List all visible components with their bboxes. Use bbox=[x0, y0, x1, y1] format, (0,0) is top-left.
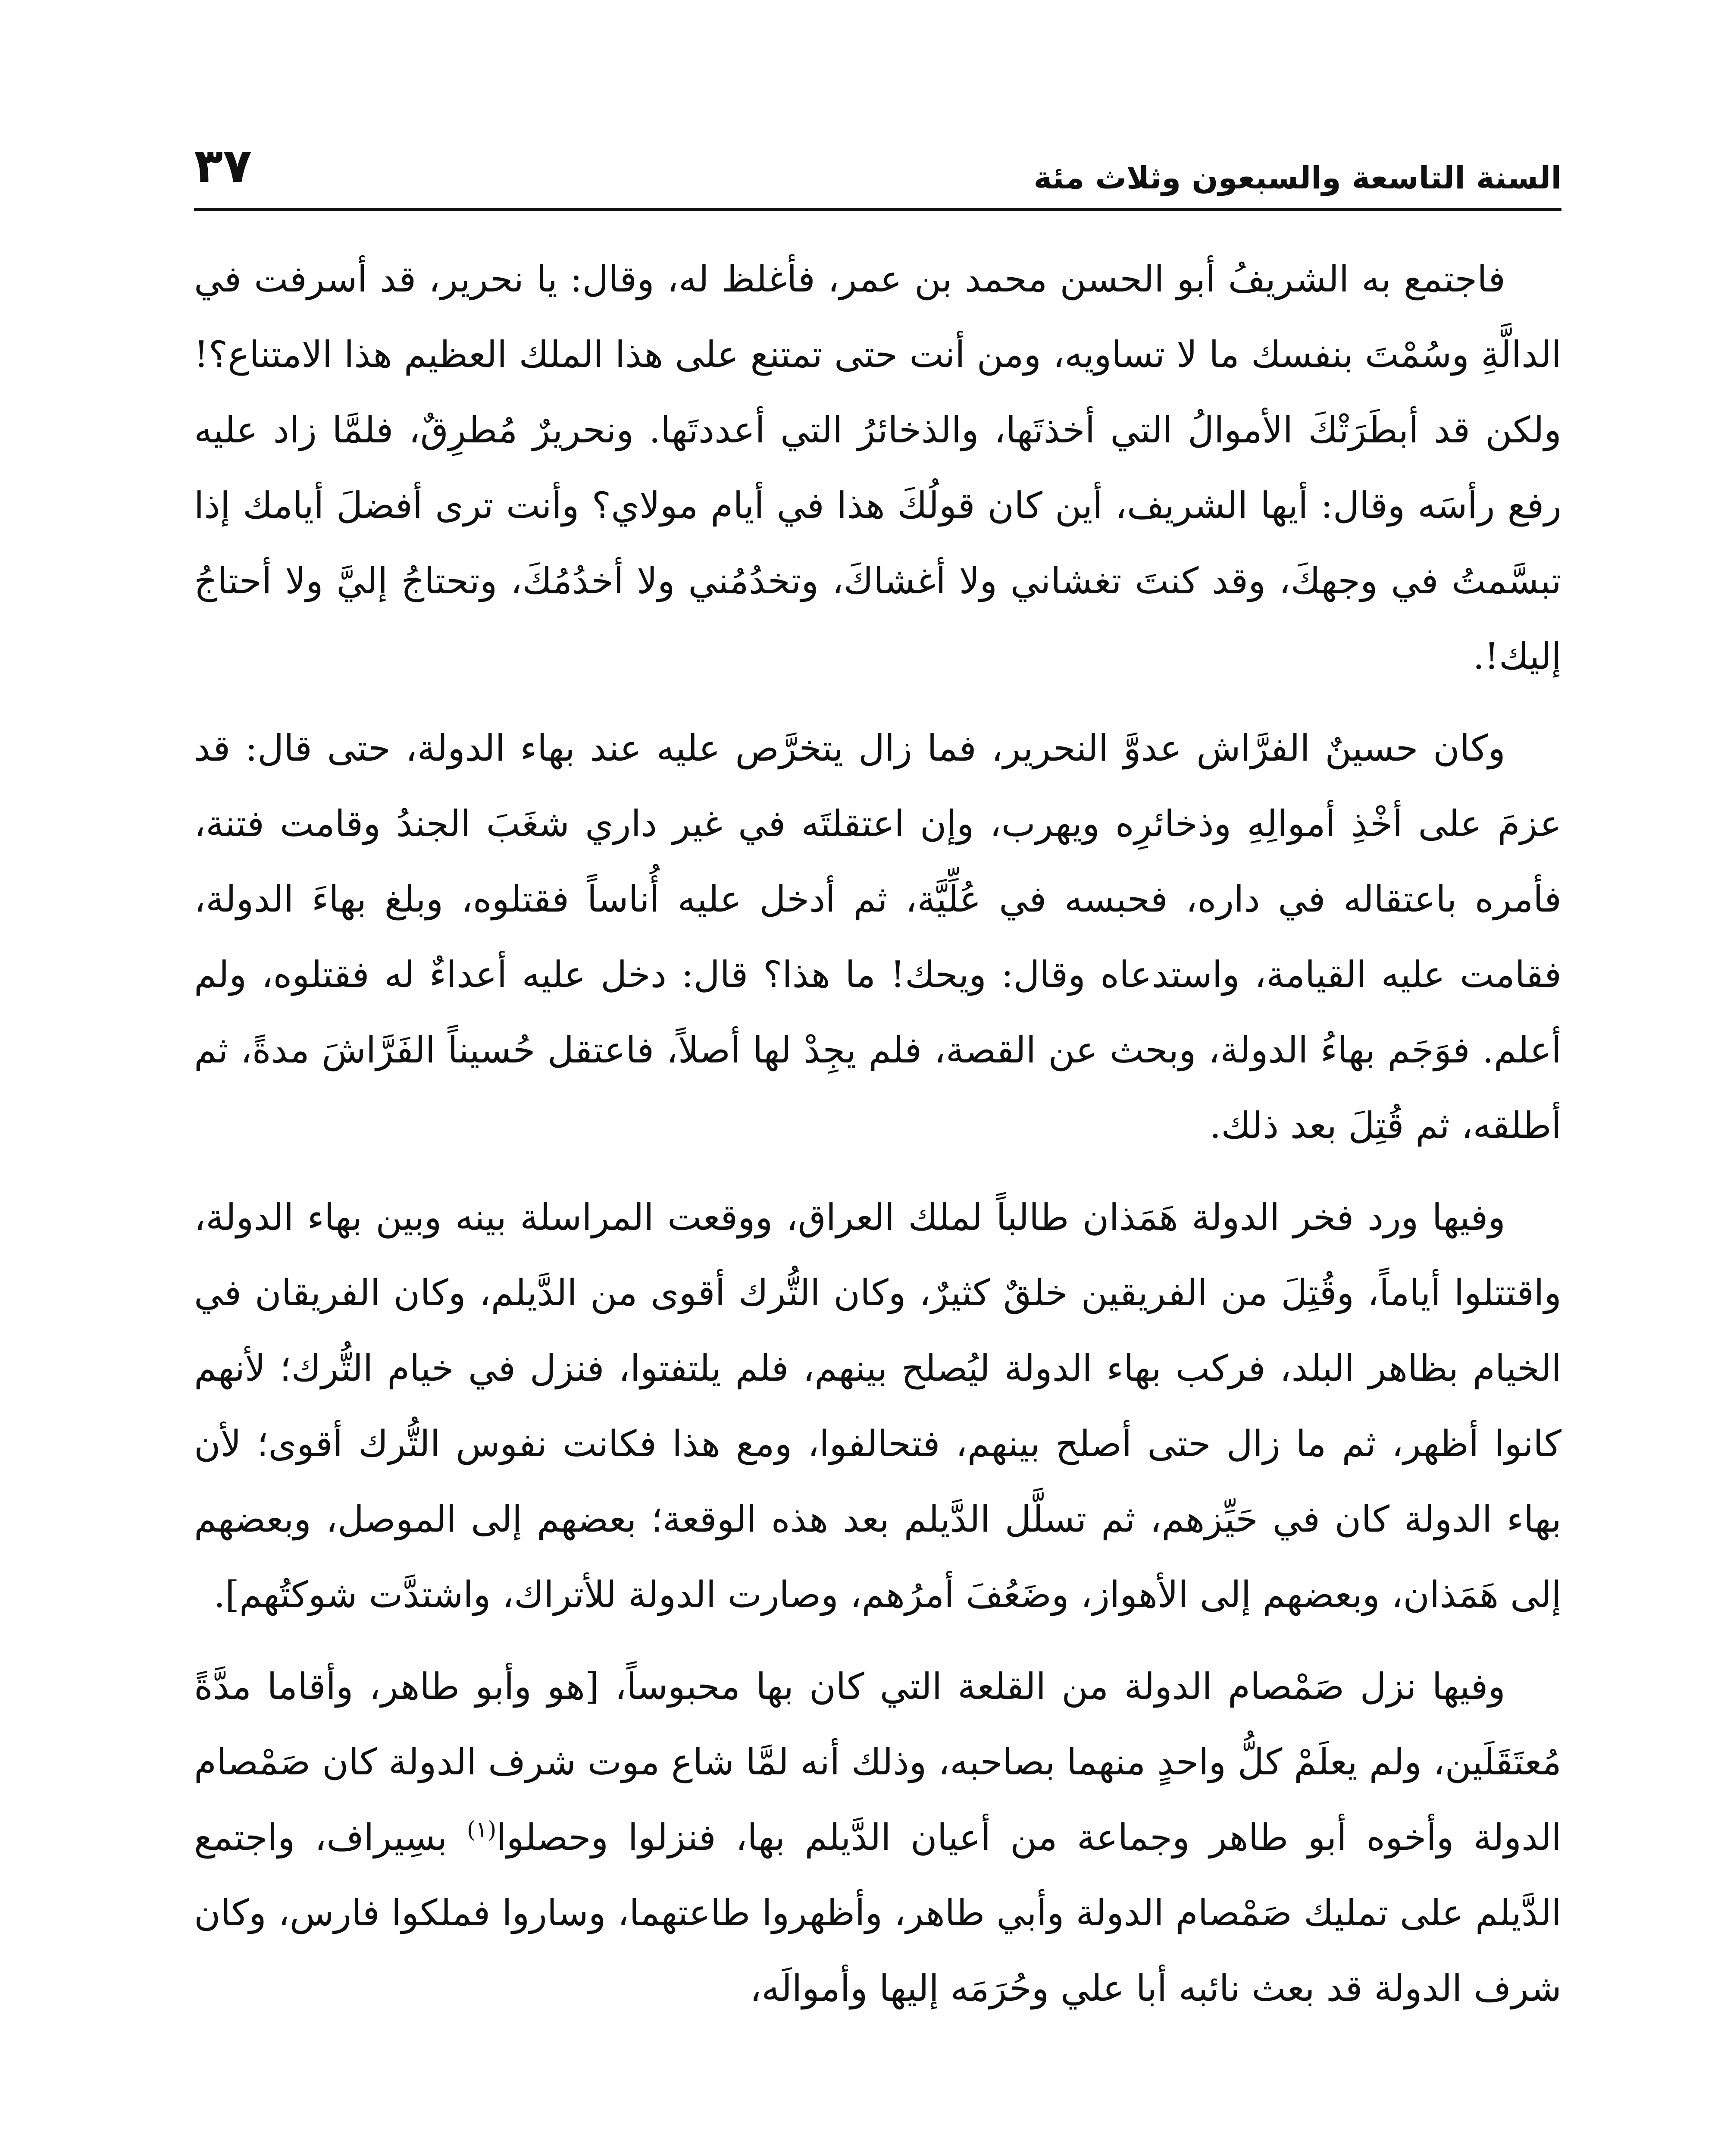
paragraph-4-text-after-note: بسِيراف، واجتمع الدَّيلم على تمليك صَمْصام الدولة وأبي طاهر، وأظهروا طاعتهما، وساروا فملكوا فارس، وكان شرف الدولة قد بعث نائبه أبا علي وحُرَمَه إليها وأموالَه، bbox=[194, 1816, 1561, 2009]
main-text bbox=[194, 241, 1561, 2043]
page-number: ٣٧ bbox=[194, 138, 252, 193]
paragraph-4 bbox=[194, 1649, 1561, 2026]
running-title: السنة التاسعة والسبعون وثلاث مئة bbox=[1033, 160, 1561, 196]
header-rule bbox=[194, 208, 1561, 211]
paragraph-3: وفيها ورد فخر الدولة هَمَذان طالباً لملك العراق، ووقعت المراسلة بينه وبين بهاء الدولة، واقتتلوا أياماً، وقُتِلَ من الفريقين خلقٌ كثيرٌ، وكان التُّرك أقوى من الدَّيلم، وكان الفريقان في الخيام بظاهر البلد، فركب بهاء الدولة ليُصلح بينهم، فلم يلتفتوا، فنزل في خيام التُّرك؛ لأنهم كانوا أظهر، ثم ما زال حتى أصلح بينهم، فتحالفوا، ومع هذا فكانت نفوس التُّرك أقوى؛ لأن بهاء الدولة كان في حَيِّزهم، ثم تسلَّل الدَّيلم بعد هذه الوقعة؛ بعضهم إلى الموصل، وبعضهم إلى هَمَذان، وبعضهم إلى الأهواز، وضَعُفَ أمرُهم، وصارت الدولة للأتراك، واشتدَّت شوكتُهم]. bbox=[194, 1196, 1561, 1616]
paragraph-2: وكان حسينٌ الفرَّاش عدوَّ النحرير، فما زال يتخرَّص عليه عند بهاء الدولة، حتى قال: قد عزمَ على أخْذِ أموالِهِ وذخائرِه ويهرب، وإن اعتقلتَه في غير داري شغَبَ الجندُ وقامت فتنة، فأمره باعتقاله في داره، فحبسه في عُلِّيَّة، ثم أدخل عليه أُناساً فقتلوه، وبلغ بهاءَ الدولة، فقامت عليه القيامة، واستدعاه وقال: ويحك! ما هذا؟ قال: دخل عليه أعداءٌ له فقتلوه، ولم أعلم. فوَجَم بهاءُ الدولة، وبحث عن القصة، فلم يجِدْ لها أصلاً، فاعتقل حُسيناً الفَرَّاشَ مدةً، ثم أطلقه، ثم قُتِلَ بعد ذلك. bbox=[194, 727, 1562, 1147]
paragraph-4-text-before-note: وفيها نزل صَمْصام الدولة من القلعة التي كان بها محبوساً، [هو وأبو طاهر، وأقاما مدَّةً مُعتَقَلَين، ولم يعلَمْ كلُّ واحدٍ منهما بصاحبه، وذلك أنه لمَّا شاع موت شرف الدولة كان صَمْصام الدولة وأخوه أبو طاهر وجماعة من أعيان الدَّيلم بها، فنزلوا وحصلوا bbox=[194, 1665, 1561, 1858]
footnote-reference-mark: (١) bbox=[466, 1817, 497, 1843]
paragraph-1: فاجتمع به الشريفُ أبو الحسن محمد بن عمر، فأغلظ له، وقال: يا نحرير، قد أسرفت في الدالَّةِ وسُمْتَ بنفسك ما لا تساويه، ومن أنت حتى تمتنع على هذا الملك العظيم هذا الامتناع؟! ولكن قد أبطَرَتْكَ الأموالُ التي أخذتَها، والذخائرُ التي أعددتَها. ونحريرٌ مُطرِقٌ، فلمَّا زاد عليه رفع رأسَه وقال: أيها الشريف، أين كان قولُكَ هذا في أيام مولاي؟ وأنت ترى أفضلَ أيامك إذا تبسَّمتُ في وجهكَ، وقد كنتَ تغشاني ولا أغشاكَ، وتخدُمُني ولا أخدُمُكَ، وتحتاجُ إليَّ ولا أحتاجُ إليك!. bbox=[194, 258, 1562, 677]
page-header bbox=[194, 129, 1561, 211]
